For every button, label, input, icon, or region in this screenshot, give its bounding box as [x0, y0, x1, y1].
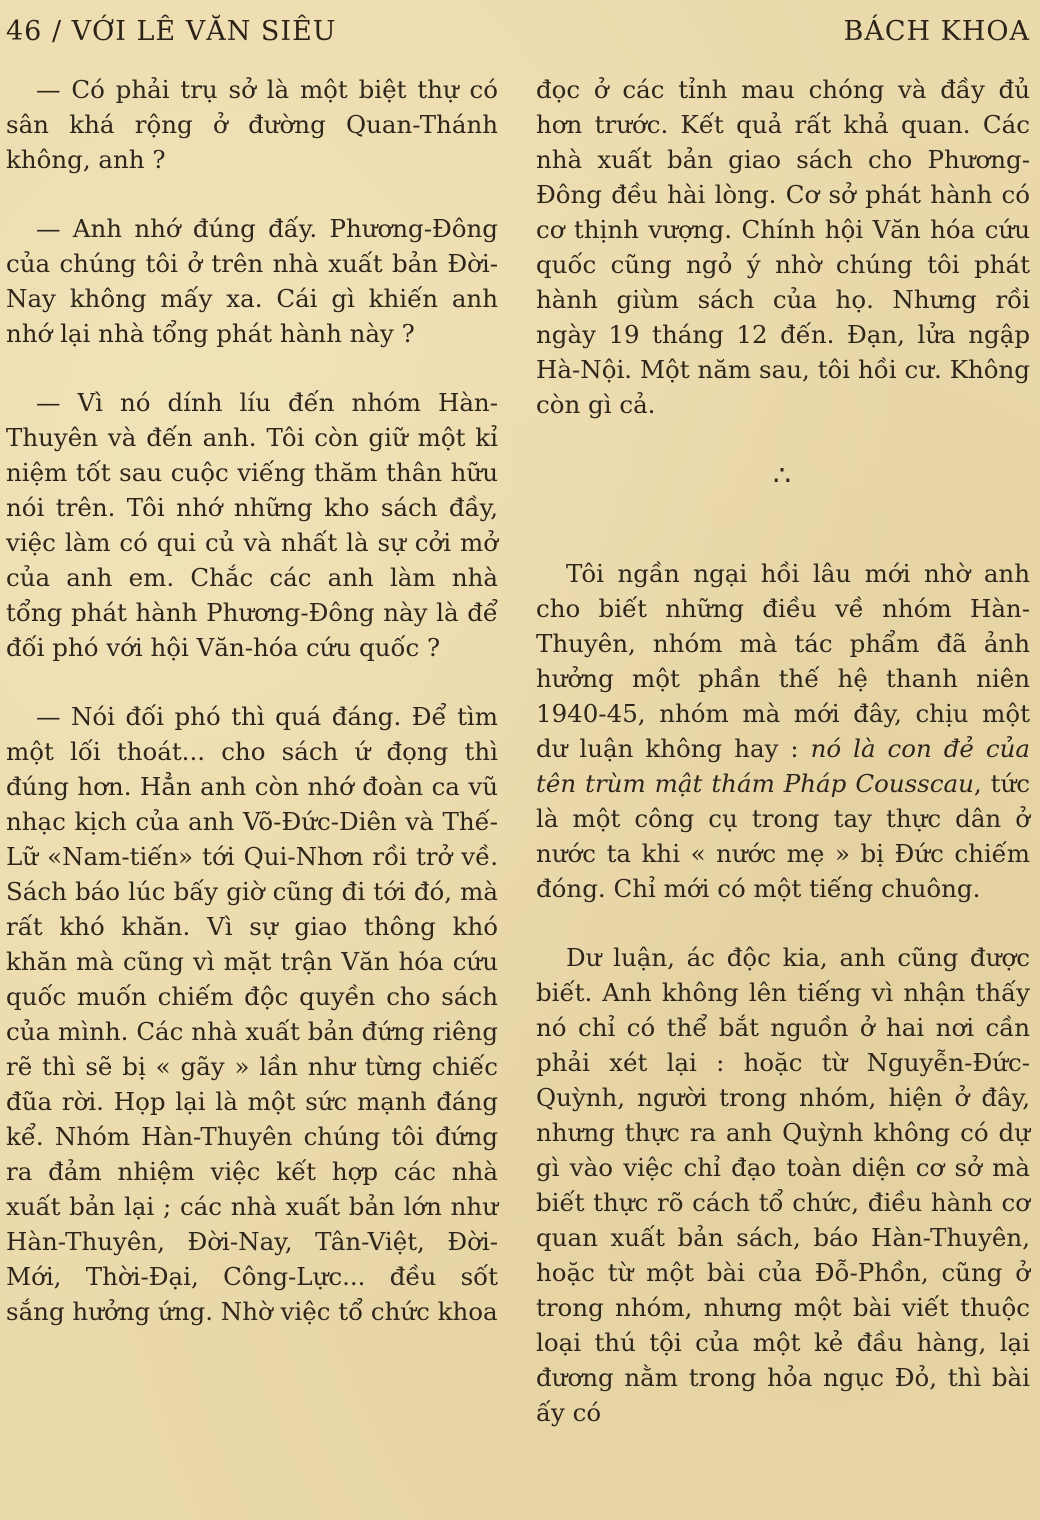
- page-number-and-title: 46 / VỚI LÊ VĂN SIÊU: [6, 16, 337, 47]
- paragraph: Dư luận, ác độc kia, anh cũng được biết. Anh không lên tiếng vì nhận thấy nó chỉ có thể bắt nguồn ở hai nơi cần phải xét lại : hoặc từ Nguyễn-Đức-Quỳnh, người trong nhóm, hiện ở đây, nhưng thực ra anh Quỳnh không có dự gì vào việc chỉ đạo toàn diện cơ sở mà biết thực rõ cách tổ chức, điều hành cơ quan xuất bản sách, báo Hàn-Thuyên, hoặc từ một bài của Đỗ-Phồn, cũng ở trong nhóm, nhưng một bài viết thuộc loại thú tội của một kẻ đầu hàng, lại đương nằm trong hỏa ngục Đỏ, thì bài ấy có: [536, 943, 1030, 1427]
- section-separator: ∴: [773, 459, 793, 492]
- paragraph: — Vì nó dính líu đến nhóm Hàn-Thuyên và đến anh. Tôi còn giữ một kỉ niệm tốt sau cuộc viếng thăm thân hữu nói trên. Tôi nhớ những kho sách đầy, việc làm có qui củ và nhất là sự cởi mở của anh em. Chắc các anh làm nhà tổng phát hành Phương-Đông này là để đối phó với hội Văn-hóa cứu quốc ?: [6, 388, 498, 662]
- right-column: [536, 72, 1030, 1430]
- paragraph-text: , tức là một công cụ trong tay thực dân ở nước ta khi « nước mẹ » bị Đức chiếm đóng. Chỉ mới có một tiếng chuông.: [536, 769, 1030, 903]
- running-head: BÁCH KHOA: [843, 16, 1030, 47]
- paragraph-text: Tôi ngần ngại hồi lâu mới nhờ anh cho biết những điều về nhóm Hàn-Thuyên, nhóm mà tác phẩm đã ảnh hưởng một phần thế hệ thanh niên 1940-45, nhóm mà mới đây, chịu một dư luận không hay :: [536, 559, 1030, 763]
- left-column: [6, 72, 498, 1329]
- page-header: [6, 12, 1030, 52]
- paragraph: [536, 556, 1030, 906]
- italic-quote: nó là con đẻ của tên trùm mật thám Pháp Cousscau: [536, 734, 1030, 798]
- paragraph: — Anh nhớ đúng đấy. Phương-Đông của chúng tôi ở trên nhà xuất bản Đời-Nay không mấy xa. Cái gì khiến anh nhớ lại nhà tổng phát hành này ?: [6, 214, 498, 348]
- paragraph-continuation: đọc ở các tỉnh mau chóng và đầy đủ hơn trước. Kết quả rất khả quan. Các nhà xuất bản giao sách cho Phương-Đông đều hài lòng. Cơ sở phát hành có cơ thịnh vượng. Chính hội Văn hóa cứu quốc cũng ngỏ ý nhờ chúng tôi phát hành giùm sách của họ. Nhưng rồi ngày 19 tháng 12 đến. Đạn, lửa ngập Hà-Nội. Một năm sau, tôi hồi cư. Không còn gì cả.: [536, 75, 1030, 419]
- paragraph: — Có phải trụ sở là một biệt thự có sân khá rộng ở đường Quan-Thánh không, anh ?: [6, 75, 498, 174]
- paragraph: — Nói đối phó thì quá đáng. Để tìm một lối thoát... cho sách ứ đọng thì đúng hơn. Hẳn anh còn nhớ đoàn ca vũ nhạc kịch của anh Võ-Đức-Diên và Thế-Lữ «Nam-tiến» tới Qui-Nhơn rồi trở về. Sách báo lúc bấy giờ cũng đi tới đó, mà rất khó khăn. Vì sự giao thông khó khăn mà cũng vì mặt trận Văn hóa cứu quốc muốn chiếm độc quyền cho sách của mình. Các nhà xuất bản đứng riêng rẽ thì sẽ bị « gãy » lần như từng chiếc đũa rời. Họp lại là một sức mạnh đáng kể. Nhóm Hàn-Thuyên chúng tôi đứng ra đảm nhiệm việc kết hợp các nhà xuất bản lại ; các nhà xuất bản lớn như Hàn-Thuyên, Đời-Nay, Tân-Việt, Đời-Mới, Thời-Đại, Công-Lực... đều sốt sắng hưởng ứng. Nhờ việc tổ chức khoa: [6, 702, 498, 1326]
